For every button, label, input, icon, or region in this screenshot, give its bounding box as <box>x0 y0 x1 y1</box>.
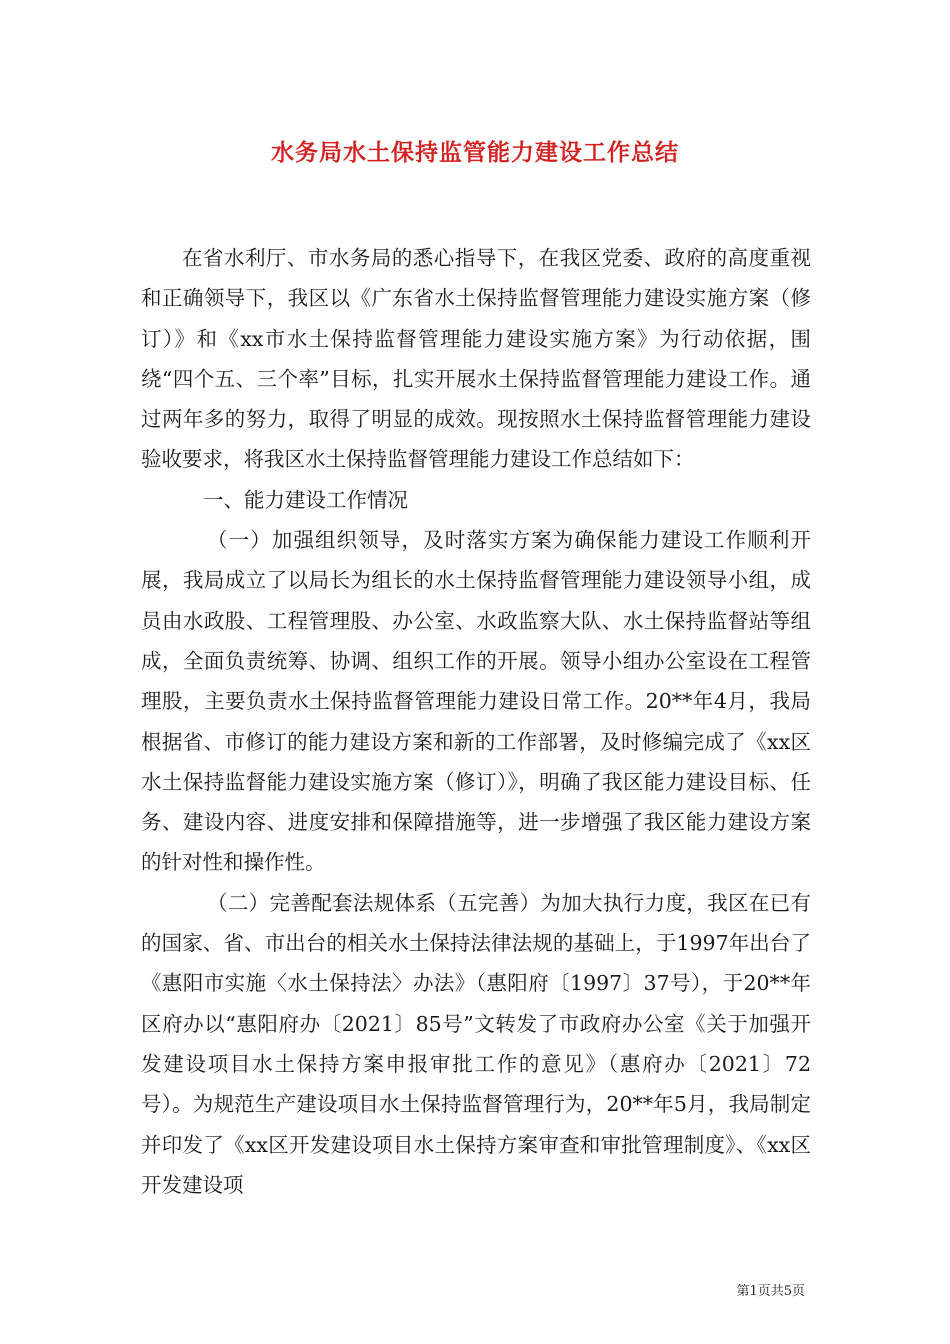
section-heading: 一、能力建设工作情况 <box>203 487 408 512</box>
paragraph-intro: 在省水利厅、市水务局的悉心指导下，在我区党委、政府的高度重视和正确领导下，我区以《广东省水土保持监督管理能力建设实施方案（修订）》和《xx市水土保持监督管理能力建设实施方案》为行动依据，围绕“四个五、三个率”目标，扎实开展水土保持监督管理能力建设工作。通过两年多的努力，取得了明显的成效。现按照水土保持监督管理能力建设验收要求，将我区水土保持监督管理能力建设工作总结如下： <box>141 246 811 472</box>
paragraph-regulations: （二）完善配套法规体系（五完善）为加大执行力度，我区在已有的国家、省、市出台的相关水土保持法律法规的基础上，于1997年出台了《惠阳市实施〈水土保持法〉办法》（惠阳府〔1997〕37号），于20**年区府办以“惠阳府办〔2021〕85号”文转发了市政府办公室《关于加强开发建设项目水土保持方案申报审批工作的意见》（惠府办〔2021〕72号）。为规范生产建设项目水土保持监督管理行为，20**年5月，我局制定并印发了《xx区开发建设项目水土保持方案审查和审批管理制度》、《xx区开发建设项 <box>141 890 811 1197</box>
paragraph-organization: （一）加强组织领导，及时落实方案为确保能力建设工作顺利开展，我局成立了以局长为组长的水土保持监督管理能力建设领导小组，成员由水政股、工程管理股、办公室、水政监察大队、水土保持监督站等组成，全面负责统筹、协调、组织工作的开展。领导小组办公室设在工程管理股，主要负责水土保持监督管理能力建设日常工作。20**年4月，我局根据省、市修订的能力建设方案和新的工作部署，及时修编完成了《xx区水土保持监督能力建设实施方案（修订）》，明确了我区能力建设目标、任务、建设内容、进度安排和保障措施等，进一步增强了我区能力建设方案的针对性和操作性。 <box>141 528 811 875</box>
document-title: 水务局水土保持监管能力建设工作总结 <box>271 139 679 166</box>
page-number: 第1页共5页 <box>736 1284 805 1299</box>
document-body <box>141 238 811 1205</box>
